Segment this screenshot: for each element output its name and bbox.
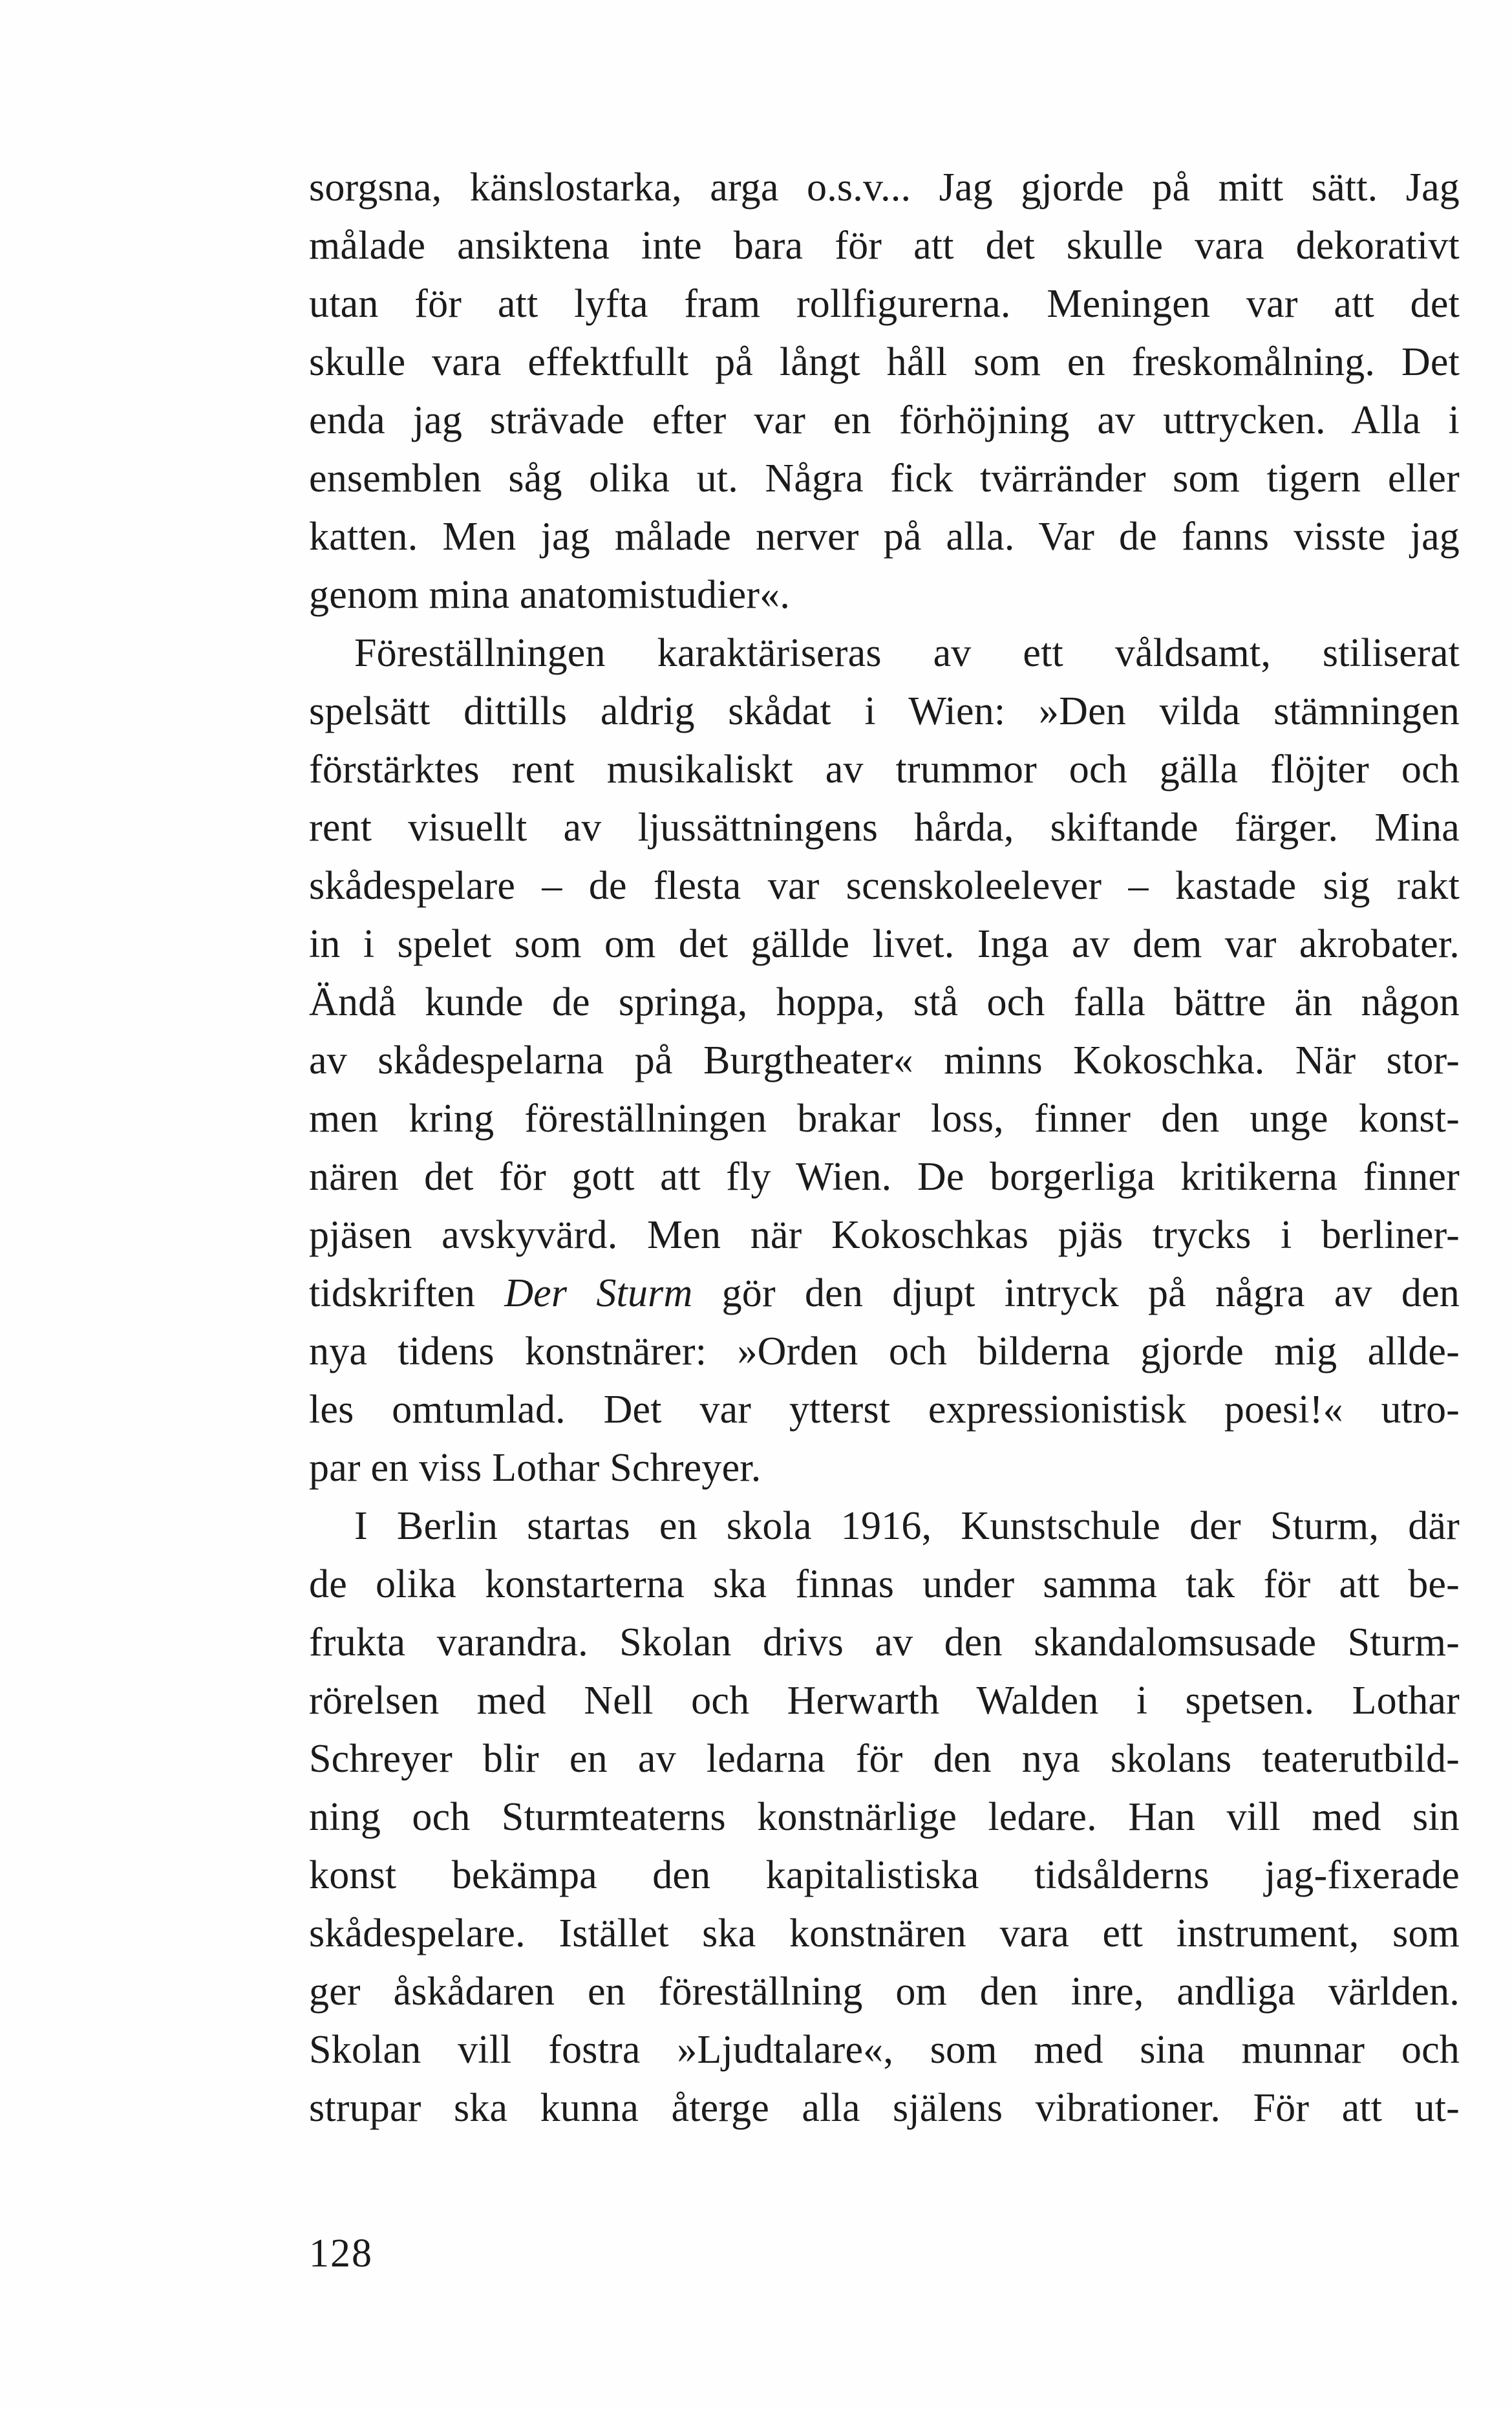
text-line: strupar ska kunna återge alla själens vibrationer. För att ut- bbox=[309, 2086, 1460, 2130]
page-number: 128 bbox=[309, 2232, 373, 2276]
text-line: Ändå kunde de springa, hoppa, stå och falla bättre än någon bbox=[309, 980, 1460, 1024]
text-line: Skolan vill fostra »Ljudtalare«, som med sina munnar och bbox=[309, 2028, 1460, 2072]
text-line: ning och Sturmteaterns konstnärlige ledare. Han vill med sin bbox=[309, 1795, 1460, 1839]
text-line: de olika konstarterna ska finnas under samma tak för att be- bbox=[309, 1562, 1460, 1606]
text-line: par en viss Lothar Schreyer. bbox=[309, 1446, 761, 1490]
text-line: Föreställningen karaktäriseras av ett våldsamt, stiliserat bbox=[354, 631, 1460, 675]
text-line: konst bekämpa den kapitalistiska tidsålderns jag-fixerade bbox=[309, 1853, 1460, 1897]
text-line: in i spelet som om det gällde livet. Inga av dem var akrobater. bbox=[309, 922, 1460, 966]
text-line: pjäsen avskyvärd. Men när Kokoschkas pjäs trycks i berliner- bbox=[309, 1213, 1460, 1257]
text-line: nya tidens konstnärer: »Orden och bilderna gjorde mig allde- bbox=[309, 1329, 1460, 1373]
text-line: Schreyer blir en av ledarna för den nya skolans teaterutbild- bbox=[309, 1737, 1460, 1781]
text-line: ensemblen såg olika ut. Några fick tvärränder som tigern eller bbox=[309, 457, 1460, 500]
text-line: målade ansiktena inte bara för att det skulle vara dekorativt bbox=[309, 224, 1460, 268]
text-line: sorgsna, känslostarka, arga o.s.v... Jag gjorde på mitt sätt. Jag bbox=[309, 166, 1460, 210]
text-line: ger åskådaren en föreställning om den inre, andliga världen. bbox=[309, 1970, 1460, 2014]
text-line: enda jag strävade efter var en förhöjning av uttrycken. Alla i bbox=[309, 398, 1460, 442]
text-line: förstärktes rent musikaliskt av trummor och gälla flöjter och bbox=[309, 748, 1460, 791]
text-line: rent visuellt av ljussättningens hårda, skiftande färger. Mina bbox=[309, 806, 1460, 850]
italic-title: Der Sturm bbox=[504, 1271, 693, 1315]
text-line: skådespelare – de flesta var scenskoleelever – kastade sig rakt bbox=[309, 864, 1460, 908]
text-line: frukta varandra. Skolan drivs av den skandalomsusade Sturm- bbox=[309, 1620, 1460, 1664]
text-line: les omtumlad. Det var ytterst expressionistisk poesi!« utro- bbox=[309, 1388, 1460, 1432]
body-text bbox=[309, 158, 1460, 2137]
text-line: skulle vara effektfullt på långt håll som en freskomålning. Det bbox=[309, 340, 1460, 384]
text-line: skådespelare. Istället ska konstnären vara ett instrument, som bbox=[309, 1911, 1460, 1955]
text-line: utan för att lyfta fram rollfigurerna. Meningen var att det bbox=[309, 282, 1460, 326]
text-line: spelsätt dittills aldrig skådat i Wien: »Den vilda stämningen bbox=[309, 689, 1460, 733]
text-line: rörelsen med Nell och Herwarth Walden i spetsen. Lothar bbox=[309, 1679, 1460, 1723]
text-line-with-italic: tidskriften Der Sturm gör den djupt intryck på några av den bbox=[309, 1271, 1460, 1315]
text-line: genom mina anatomistudier«. bbox=[309, 573, 791, 617]
text-line: I Berlin startas en skola 1916, Kunstschule der Sturm, där bbox=[354, 1504, 1460, 1548]
text-line: av skådespelarna på Burgtheater« minns Kokoschka. När stor- bbox=[309, 1038, 1460, 1082]
text-line: men kring föreställningen brakar loss, finner den unge konst- bbox=[309, 1097, 1460, 1141]
text-line: katten. Men jag målade nerver på alla. Var de fanns visste jag bbox=[309, 515, 1460, 559]
text-line: nären det för gott att fly Wien. De borgerliga kritikerna finner bbox=[309, 1155, 1460, 1199]
